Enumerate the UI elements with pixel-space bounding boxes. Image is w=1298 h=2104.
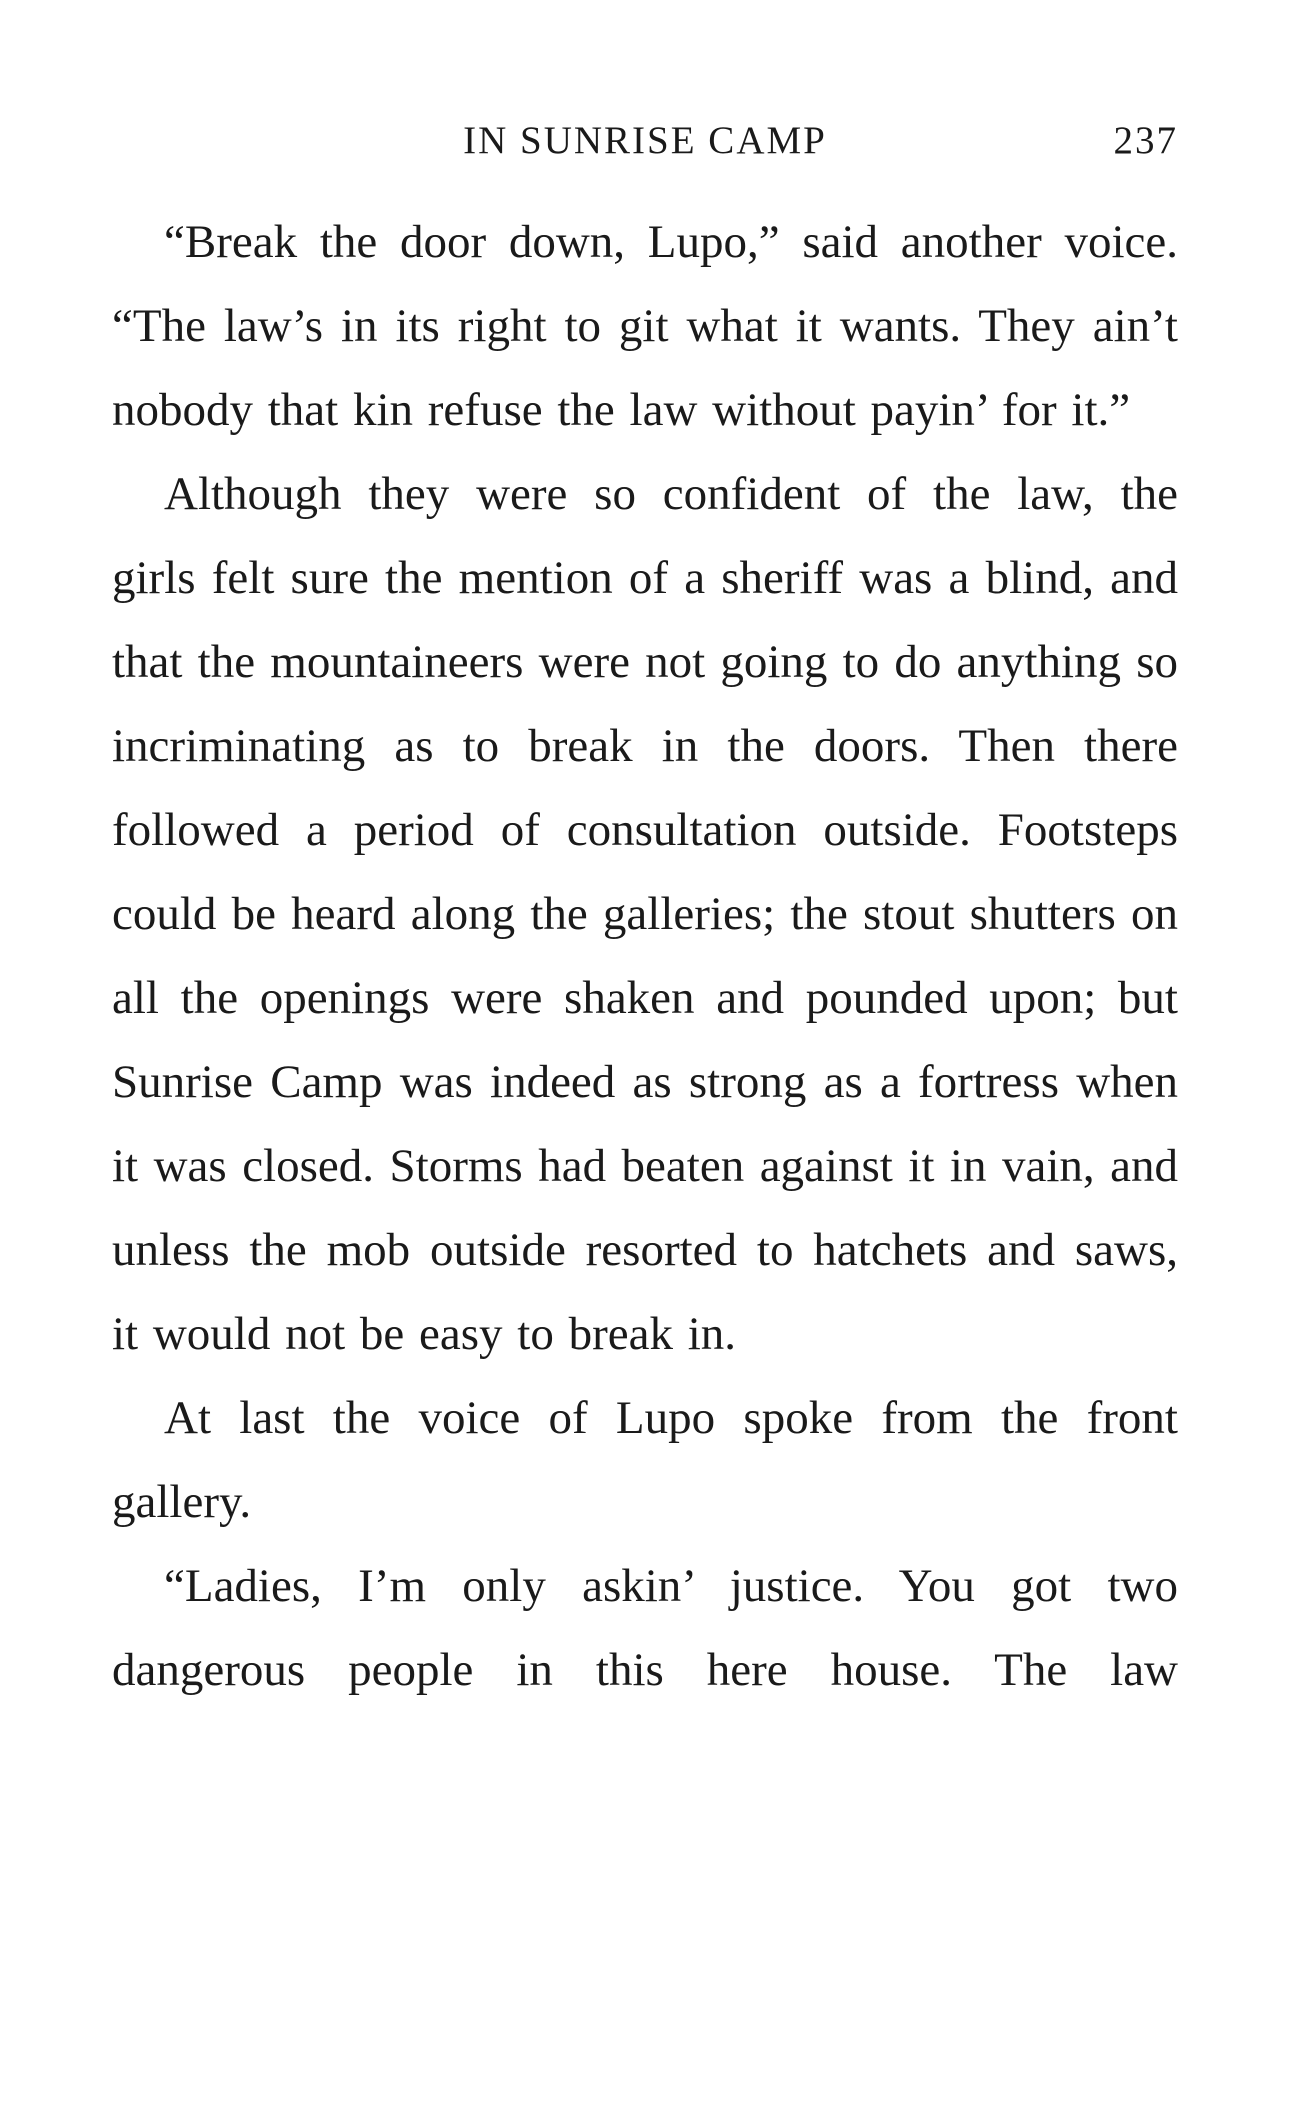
paragraph: At last the voice of Lupo spoke from the front gallery. — [112, 1392, 1178, 1528]
running-title: IN SUNRISE CAMP — [463, 119, 827, 162]
page-number: 237 — [1113, 119, 1178, 162]
paragraph: “Ladies, I’m only askin’ justice. You got two dangerous people in this here house. The law — [112, 1560, 1178, 1696]
paragraph: “Break the door down, Lupo,” said another voice. “The law’s in its right to git what it wants. They ain’t nobody that kin refuse the law without payin’ for it.” — [112, 216, 1178, 436]
running-head — [112, 118, 1178, 174]
body-text — [112, 200, 1178, 1712]
paragraph: Although they were so confident of the law, the girls felt sure the mention of a sheriff was a blind, and that the mountaineers were not going to do anything so incriminating as to break in the doors. Then there followed a period of consultation outside. Footsteps could be heard along the galleries; the stout shutters on all the openings were shaken and pounded upon; but Sunrise Camp was indeed as strong as a fortress when it was closed. Storms had beaten against it in vain, and unless the mob outside resorted to hatchets and saws, it would not be easy to break in. — [112, 468, 1178, 1360]
